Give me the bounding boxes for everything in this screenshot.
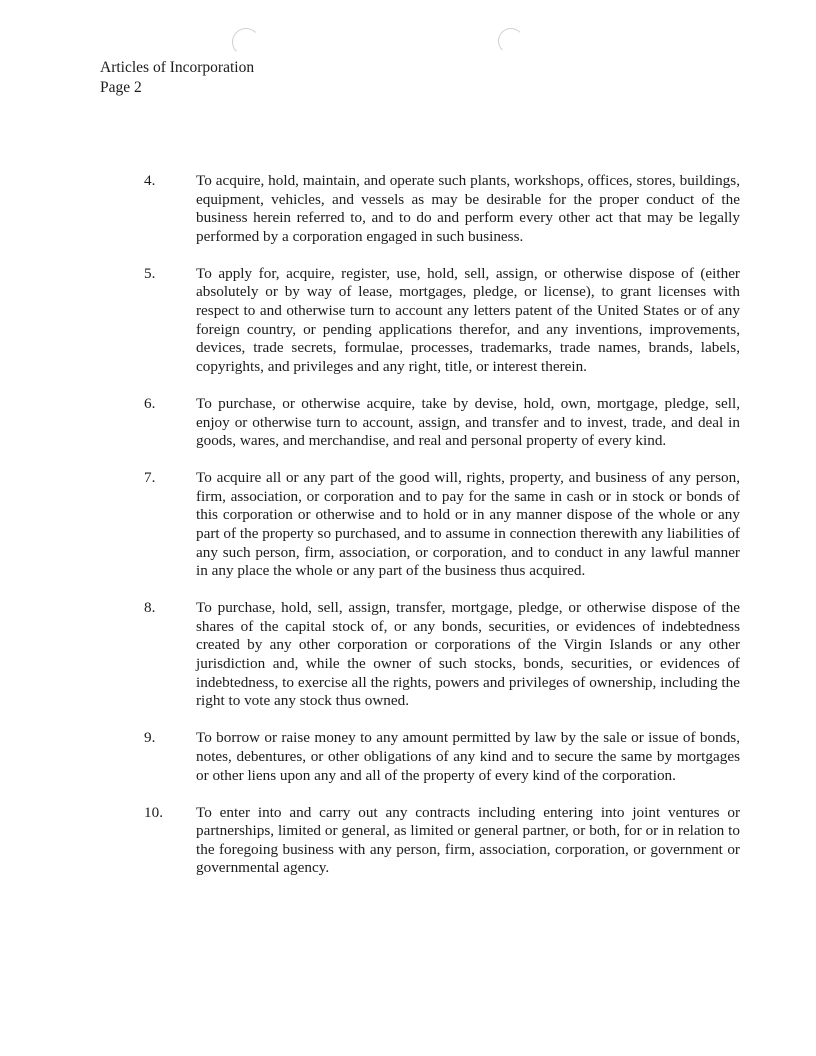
item-number: 4. [144, 172, 156, 189]
document-header [100, 58, 254, 98]
item-number: 6. [144, 394, 156, 412]
item-number: 10. [144, 803, 163, 821]
item-text: To borrow or raise money to any amount permitted by law by the sale or issue of bonds, notes, debentures, or other obligations of any kind and to secure the same by mortgages or other liens upon any and all of the property of every kind of the corporation. [196, 729, 740, 784]
scan-artifact-right [498, 28, 524, 54]
item-number: 7. [144, 469, 156, 487]
list-item [144, 599, 740, 711]
item-text: To apply for, acquire, register, use, hold, sell, assign, or otherwise dispose of (either absolutely or by way of lease, mortgages, pledge, or license), to grant licenses with respect to and otherwise turn to account any letters patent of the United States or of any foreign country, or pending applications therefor, and any inventions, improvements, devices, trade secrets, formulae, processes, trademarks, trade names, brands, labels, copyrights, and privileges and any right, title, or interest therein. [196, 264, 740, 375]
list-item [144, 804, 740, 878]
scan-artifact-left [232, 28, 260, 56]
item-text: To purchase, hold, sell, assign, transfer, mortgage, pledge, or otherwise dispose of the shares of the capital stock of, or any bonds, securities, or evidences of indebtedness created by any other corporation or corporations of the Virgin Islands or any other jurisdiction and, while the owner of such stocks, bonds, securities, or evidences of indebtedness, to exercise all the rights, powers and privileges of ownership, including the right to vote any stock thus owned. [196, 599, 740, 710]
list-item [144, 729, 740, 785]
item-text: To acquire all or any part of the good will, rights, property, and business of any person, firm, association, or corporation and to pay for the same in cash or in stock or bonds of this corporation or otherwise and to hold or in any manner dispose of the whole or any part of the property so purchased, and to assume in connection therewith any liabilities of any such person, firm, association, or corporation, and to conduct in any lawful manner in any place the whole or any part of the business thus acquired. [196, 469, 740, 580]
item-number: 5. [144, 264, 156, 282]
list-item [144, 469, 740, 581]
item-number: 8. [144, 599, 156, 617]
item-text: To purchase, or otherwise acquire, take by devise, hold, own, mortgage, pledge, sell, enjoy or otherwise turn to account, assign, and transfer and to invest, trade, and deal in goods, wares, and merchandise, and real and personal property of every kind. [196, 394, 740, 450]
page-label: Page 2 [100, 79, 142, 96]
list-item [144, 172, 740, 246]
item-text: To enter into and carry out any contracts including entering into joint ventures or partnerships, limited or general, as limited or general partner, or both, for or in relation to the foregoing business with any person, firm, association, corporation, or government or governmental agency. [196, 803, 740, 877]
article-purposes-list [144, 172, 740, 878]
list-item [144, 395, 740, 451]
item-number: 9. [144, 729, 156, 747]
document-title: Articles of Incorporation [100, 59, 255, 76]
item-text: To acquire, hold, maintain, and operate such plants, workshops, offices, stores, buildings, equipment, vehicles, and vessels as may be desirable for the proper conduct of the business herein referred to, and to do and perform every other act that may be legally performed by a corporation engaged in such business. [196, 172, 740, 245]
list-item [144, 265, 740, 377]
